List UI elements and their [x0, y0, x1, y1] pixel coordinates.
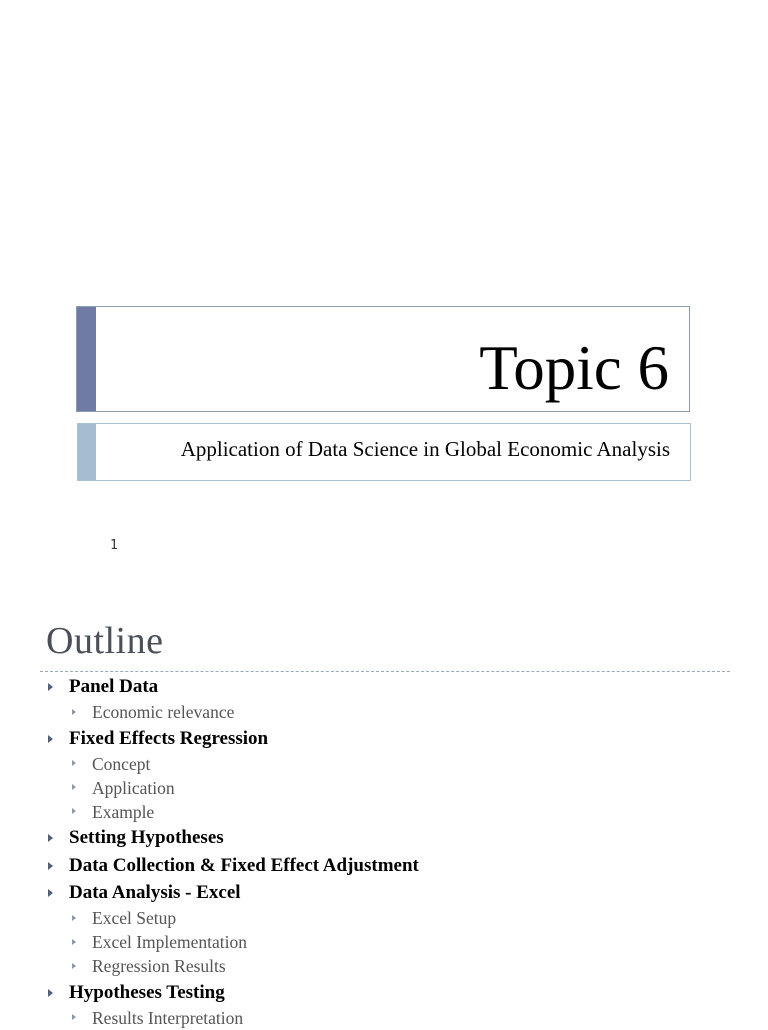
subtitle-accent-bar — [78, 424, 96, 480]
outline-subitem-text: Results Interpretation — [92, 1007, 244, 1028]
triangle-right-icon — [48, 683, 53, 691]
outline-item-text: Data Analysis - Excel — [69, 882, 241, 903]
outline-item-text: Setting Hypotheses — [69, 827, 224, 848]
outline-subitem-text: Concept — [92, 753, 151, 774]
outline-subitem — [46, 954, 726, 978]
small-triangle-right-icon — [72, 808, 76, 814]
triangle-right-icon — [48, 862, 53, 870]
title-divider — [40, 671, 730, 672]
outline-subitem-text: Excel Setup — [92, 908, 177, 928]
small-triangle-right-icon — [72, 915, 76, 921]
triangle-right-icon — [48, 834, 53, 842]
outline-item — [46, 880, 726, 906]
subtitle-box — [77, 423, 691, 481]
outline-subitem-text: Regression Results — [92, 956, 226, 976]
outline-list — [46, 674, 726, 1030]
outline-item — [46, 726, 726, 752]
title-accent-bar — [77, 307, 96, 411]
slide-2 — [0, 600, 768, 1028]
outline-subitem — [46, 752, 726, 776]
outline-item — [46, 674, 726, 700]
outline-subitem — [46, 1006, 726, 1030]
outline-item-text: Panel Data — [69, 676, 159, 697]
page-number: 1 — [110, 538, 118, 553]
title-box — [76, 306, 690, 412]
outline-subitem-text: Excel Implementation — [92, 932, 248, 952]
outline-item-text: Data Collection & Fixed Effect Adjustment — [69, 854, 419, 876]
outline-item — [46, 853, 726, 879]
outline-item — [46, 980, 726, 1006]
slide-title: Topic 6 — [479, 333, 669, 403]
small-triangle-right-icon — [72, 963, 76, 969]
outline-item-text: Fixed Effects Regression — [69, 727, 269, 749]
outline-item — [46, 825, 726, 851]
triangle-right-icon — [48, 889, 53, 897]
outline-subitem — [46, 700, 726, 724]
outline-subitem-text: Economic relevance — [92, 702, 235, 722]
small-triangle-right-icon — [72, 939, 76, 945]
outline-item-text: Hypotheses Testing — [69, 981, 225, 1003]
outline-subitem — [46, 800, 726, 824]
outline-subitem — [46, 906, 726, 930]
outline-subitem-text: Example — [92, 801, 155, 822]
triangle-right-icon — [48, 735, 53, 743]
outline-subitem-text: Application — [92, 777, 175, 798]
small-triangle-right-icon — [72, 1014, 76, 1020]
outline-title: Outline — [46, 620, 164, 662]
triangle-right-icon — [48, 989, 53, 997]
small-triangle-right-icon — [72, 784, 76, 790]
small-triangle-right-icon — [72, 760, 76, 766]
slide-subtitle: Application of Data Science in Global Economic Analysis — [180, 437, 670, 461]
small-triangle-right-icon — [72, 709, 76, 715]
outline-subitem — [46, 776, 726, 800]
outline-subitem — [46, 930, 726, 954]
